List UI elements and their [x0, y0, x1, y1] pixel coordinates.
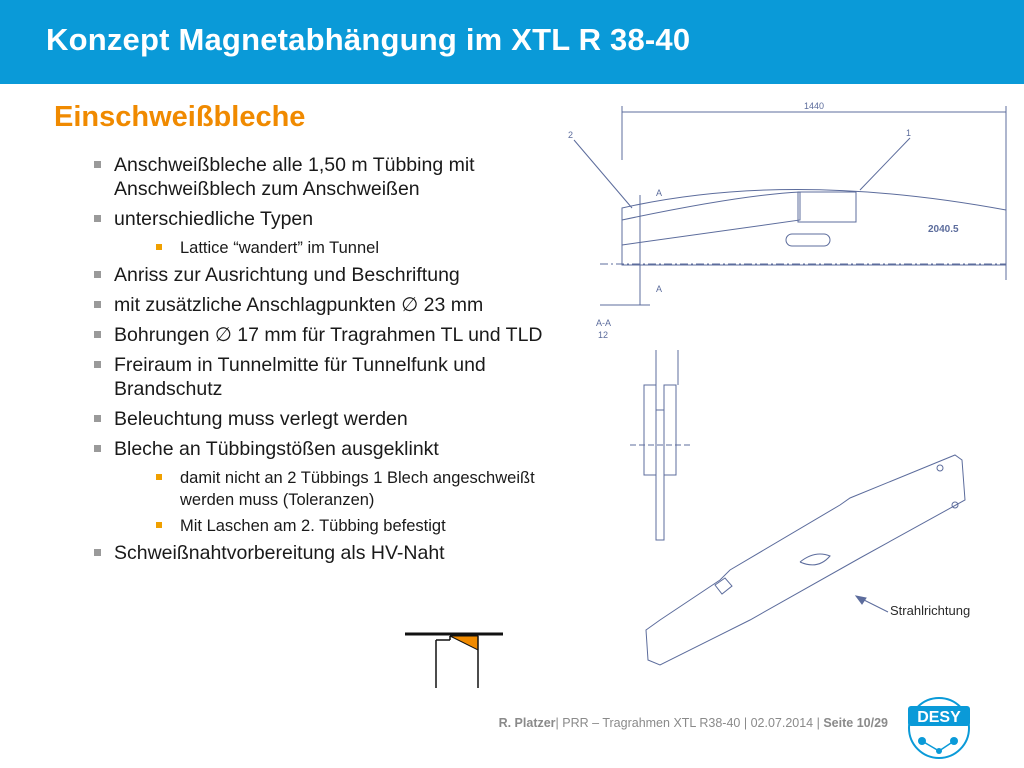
- footer-page: 10/29: [856, 716, 888, 730]
- slide-title: Konzept Magnetabhängung im XTL R 38-40: [46, 22, 691, 57]
- logo-text: DESY: [917, 709, 961, 726]
- plate-marking: 2040.5: [928, 224, 959, 235]
- section-label: A-A: [596, 318, 612, 328]
- bullet-text: Beleuchtung muss verlegt werden: [114, 408, 408, 430]
- bullet-text: Lattice “wandert” im Tunnel: [180, 239, 380, 257]
- bullet-text: Anschweißbleche alle 1,50 m Tübbing mit Anschweißblech zum Anschweißen: [114, 154, 475, 200]
- footer-date: 02.07.2014: [750, 716, 814, 730]
- bullet-item: [90, 437, 558, 461]
- bullet-text: unterschiedliche Typen: [114, 208, 314, 230]
- section-mark-top: A: [656, 188, 663, 198]
- bullet-text: mit zusätzliche Anschlagpunkten ∅ 23 mm: [114, 294, 484, 316]
- bullet-text: Anriss zur Ausrichtung und Beschriftung: [114, 264, 460, 286]
- callout-left: 2: [568, 130, 574, 140]
- top-dimension: 1440: [804, 101, 825, 111]
- footer-talk: PRR – Tragrahmen XTL R38-40: [562, 716, 741, 730]
- bullet-item: [90, 153, 558, 201]
- bullet-text: Schweißnahtvorbereitung als HV-Naht: [114, 542, 445, 564]
- desy-logo-icon: [900, 695, 978, 761]
- bullet-item: [90, 263, 558, 287]
- callout-right: 1: [906, 128, 912, 138]
- bullet-text: Bohrungen ∅ 17 mm für Tragrahmen TL und TLD: [114, 324, 543, 346]
- sub-bullet-item: [90, 467, 558, 511]
- sub-bullet-item: [90, 237, 558, 259]
- bullet-item: [90, 323, 558, 347]
- section-scale: 12: [598, 330, 609, 340]
- title-bar: [0, 0, 1024, 84]
- bullet-text: damit nicht an 2 Tübbings 1 Blech angeschweißt werden muss (Toleranzen): [180, 469, 535, 509]
- bullet-item: [90, 353, 558, 401]
- beam-direction-label: Strahlrichtung: [890, 603, 971, 618]
- footer-page-prefix: Seite: [823, 716, 854, 730]
- bullet-text: Bleche an Tübbingstößen ausgeklinkt: [114, 438, 439, 460]
- bullet-item: [90, 541, 558, 565]
- bullet-item: [90, 407, 558, 431]
- section-title: Einschweißbleche: [54, 101, 306, 133]
- footer: R. Platzer| PRR – Tragrahmen XTL R38-40 | 02.07.2014 | Seite 10/29: [498, 716, 888, 730]
- section-mark-bottom: A: [656, 284, 663, 294]
- bullet-list: [90, 153, 558, 571]
- bullet-item: [90, 293, 558, 317]
- hv-weld-sketch: [400, 626, 510, 690]
- bullet-item: [90, 207, 558, 231]
- bullet-text: Mit Laschen am 2. Tübbing befestigt: [180, 517, 446, 535]
- technical-drawing: [560, 100, 1020, 680]
- bullet-text: Freiraum in Tunnelmitte für Tunnelfunk und Brandschutz: [114, 354, 486, 400]
- sub-bullet-item: [90, 515, 558, 537]
- footer-author: R. Platzer: [498, 716, 556, 730]
